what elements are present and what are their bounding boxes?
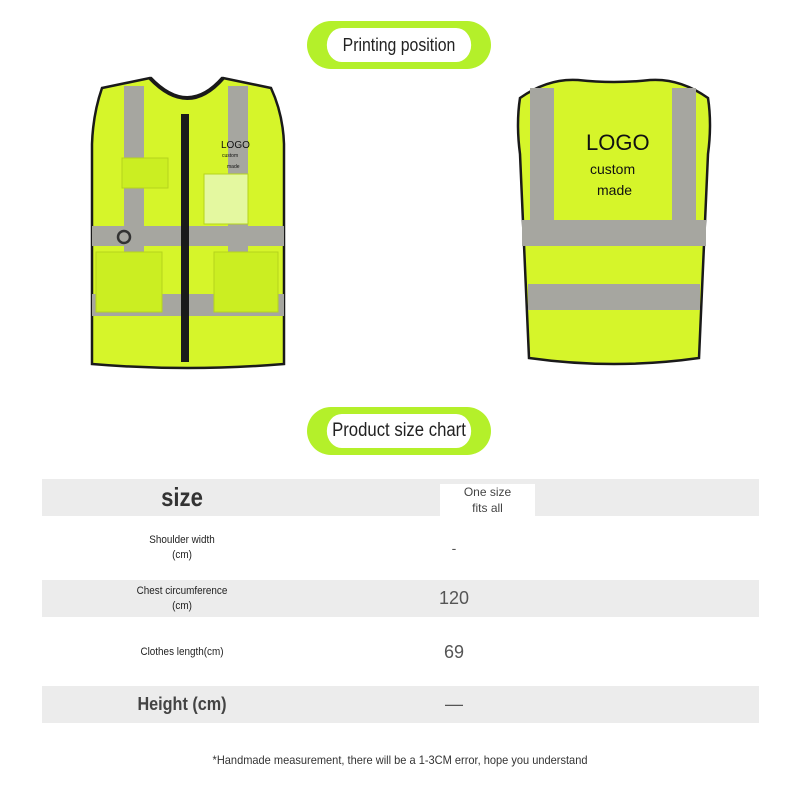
clothes-length-value: 69 bbox=[443, 641, 465, 662]
measurement-footnote: *Handmade measurement, there will be a 1-3CM error, hope you understand bbox=[212, 753, 588, 767]
front-logo-text: LOGO bbox=[221, 140, 250, 151]
vest-front-image bbox=[80, 74, 295, 374]
shoulder-width-value: - bbox=[451, 540, 457, 556]
size-chart-title: Product size chart bbox=[327, 414, 471, 448]
table-row bbox=[42, 617, 759, 687]
clothes-length-label: Clothes length(cm) bbox=[140, 645, 224, 658]
row-label-line1: Chest circumference bbox=[136, 584, 228, 597]
row-label-line2: (cm) bbox=[172, 599, 192, 612]
size-chart-heading bbox=[307, 407, 491, 455]
size-header-label: size bbox=[161, 482, 203, 512]
one-size-value bbox=[440, 484, 535, 517]
back-made-text: made bbox=[597, 182, 633, 198]
row-label-line1: Shoulder width bbox=[149, 534, 215, 546]
row-label-line2: (cm) bbox=[172, 549, 192, 561]
table-row bbox=[42, 516, 759, 580]
vest-back-image bbox=[508, 74, 720, 374]
printing-position-heading bbox=[307, 21, 491, 69]
table-row bbox=[42, 580, 759, 617]
table-header-row bbox=[42, 479, 759, 516]
one-size-line2: fits all bbox=[472, 501, 503, 515]
chest-circumference-value: 120 bbox=[438, 588, 470, 608]
printing-position-title: Printing position bbox=[327, 28, 471, 62]
front-custom-text: custom bbox=[222, 153, 239, 159]
front-made-text: made bbox=[227, 164, 240, 170]
size-table bbox=[42, 479, 759, 723]
shoulder-width-label bbox=[56, 533, 308, 563]
table-row bbox=[42, 686, 759, 723]
chest-circumference-label bbox=[56, 584, 308, 614]
height-value: — bbox=[445, 694, 463, 714]
height-label: Height (cm) bbox=[137, 694, 227, 714]
back-custom-text: custom bbox=[590, 161, 636, 177]
one-size-line1: One size bbox=[463, 485, 512, 499]
back-logo-text: LOGO bbox=[586, 130, 650, 155]
